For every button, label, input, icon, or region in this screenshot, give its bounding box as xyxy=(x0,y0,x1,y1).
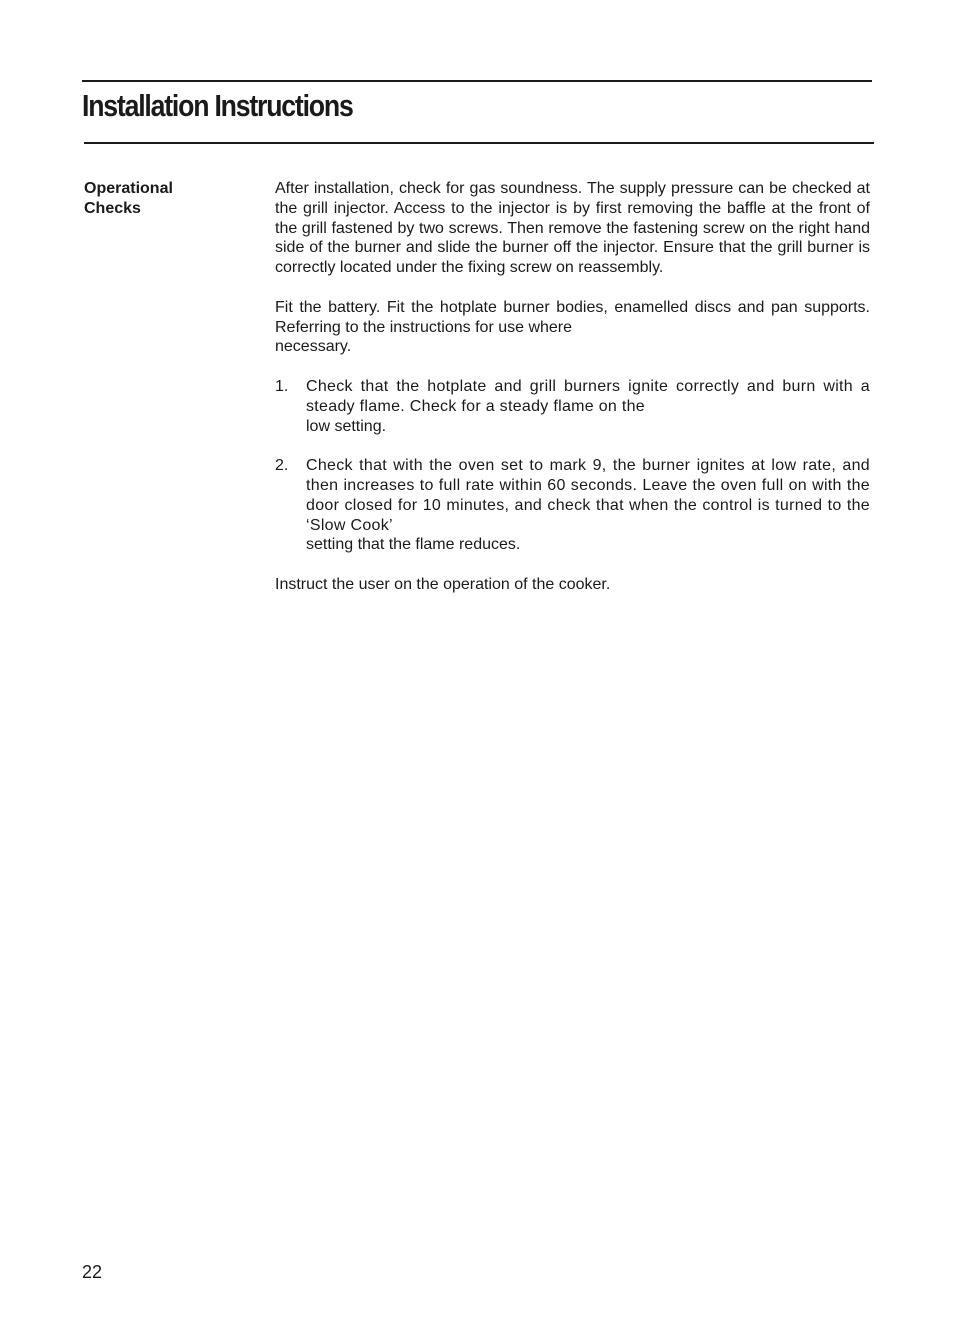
header-bottom-rule xyxy=(84,142,874,144)
page-number: 22 xyxy=(82,1262,103,1282)
list-item xyxy=(275,377,870,436)
section-heading xyxy=(84,179,234,219)
list-item-number: 2. xyxy=(275,457,289,475)
page-title: Installation Instructions xyxy=(82,88,353,123)
paragraph-battery xyxy=(275,298,870,357)
section-heading-line-2: Checks xyxy=(84,200,141,217)
list-item-text-end: low setting. xyxy=(306,417,387,435)
steps-list xyxy=(275,377,870,555)
list-item xyxy=(275,456,870,555)
header-top-rule xyxy=(82,80,872,82)
list-item-text-end: setting that the flame reduces. xyxy=(306,536,521,554)
section-body xyxy=(275,179,870,615)
paragraph-gas-soundness: After installation, check for gas soundness. The supply pressure can be checked at the grill injector. Access to the injector is by first removing the baffle at the front of the grill fastened by two screws. Then remove the fastening screw on the right hand side of the burner and slide the burner off the injector. Ensure that the grill burner is correctly located under the fixing screw on reassembly. xyxy=(275,180,870,277)
paragraph-battery-end: necessary. xyxy=(275,338,352,356)
section-heading-line-1: Operational xyxy=(84,180,173,197)
list-item-text: Check that with the oven set to mark 9, the burner ignites at low rate, and then increases to full rate within 60 seconds. Leave the oven full on with the door closed for 10 minutes, and check that when the control is turned to the ‘Slow Cook’ xyxy=(306,457,870,534)
paragraph-battery-main: Fit the battery. Fit the hotplate burner bodies, enamelled discs and pan supports. Referring to the instructions for use where xyxy=(275,298,870,336)
list-item-text: Check that the hotplate and grill burners ignite correctly and burn with a steady flame. Check for a steady flame on the xyxy=(306,377,870,415)
paragraph-instruct-user: Instruct the user on the operation of the cooker. xyxy=(275,575,611,593)
list-item-number: 1. xyxy=(275,377,289,395)
